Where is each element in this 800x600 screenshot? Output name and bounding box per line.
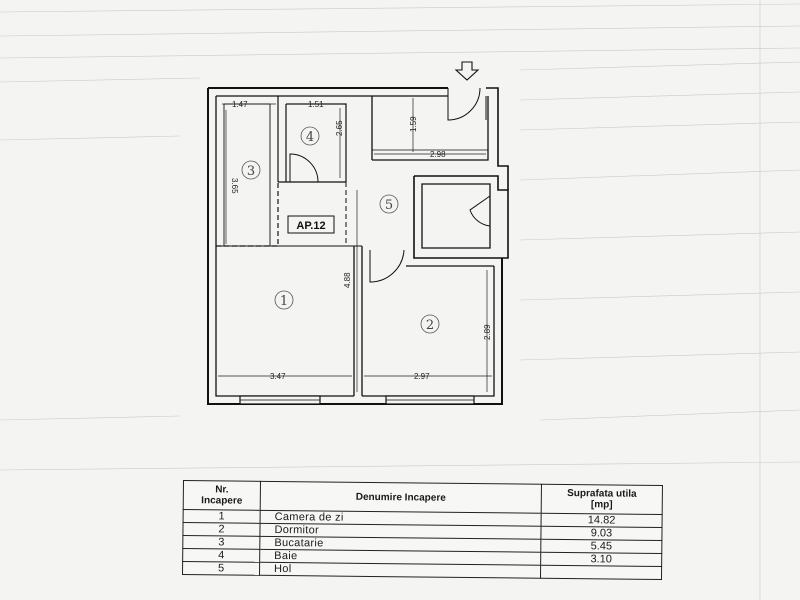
row-area: [540, 565, 661, 579]
room-area-table: [182, 480, 663, 580]
dim-bedroom-length: 2.89: [483, 324, 492, 340]
header-room-name: Denumire Incapere: [260, 481, 541, 513]
header-usable-area: Suprafata utila [mp]: [541, 484, 662, 514]
room-marker-3: [242, 161, 260, 179]
dim-kitchen-width: 1.47: [232, 100, 248, 109]
room-marker-1: [275, 291, 293, 309]
apartment-label: [288, 216, 334, 233]
row-area: 14.82: [541, 513, 662, 527]
dim-bath-length: 2.65: [335, 120, 344, 136]
walls: [208, 88, 508, 404]
dim-bedroom-width: 2.97: [414, 372, 430, 381]
row-name: Bucatarie: [260, 536, 541, 552]
row-area: 3.10: [541, 552, 662, 566]
dimension-lines: [218, 98, 492, 392]
row-area: 9.03: [541, 526, 662, 540]
row-number: 1: [183, 510, 260, 524]
svg-text:1: 1: [279, 294, 289, 309]
row-number: 2: [183, 523, 260, 537]
row-area: 5.45: [541, 539, 662, 553]
svg-text:2: 2: [425, 318, 435, 333]
row-name: Dormitor: [260, 523, 541, 539]
room-marker-4: [301, 127, 319, 145]
dim-bath-width: 1.51: [308, 100, 324, 109]
row-number: 3: [183, 536, 260, 550]
room-marker-5: [380, 195, 398, 213]
row-name: Hol: [260, 562, 541, 578]
svg-text:AP.12: AP.12: [296, 220, 326, 232]
room-markers: [242, 127, 439, 333]
dim-living-length: 4.88: [343, 272, 352, 288]
doors: [290, 88, 490, 282]
svg-text:3: 3: [246, 164, 256, 179]
entrance-arrow-icon: [456, 62, 478, 80]
dim-hall-upper-length: 1.59: [409, 116, 418, 132]
row-number: 4: [183, 549, 260, 563]
room-marker-2: [421, 315, 439, 333]
dim-hall-width: 2.98: [430, 150, 446, 159]
header-room-number: Nr. Incapere: [183, 481, 260, 511]
svg-text:5: 5: [384, 198, 394, 213]
row-name: Camera de zi: [260, 510, 541, 526]
dim-living-width: 3.47: [270, 372, 286, 381]
dimension-labels: [230, 100, 492, 381]
row-name: Baie: [260, 549, 541, 565]
svg-text:4: 4: [305, 130, 315, 145]
row-number: 5: [183, 562, 260, 576]
dim-kitchen-length: 3.65: [230, 178, 239, 194]
